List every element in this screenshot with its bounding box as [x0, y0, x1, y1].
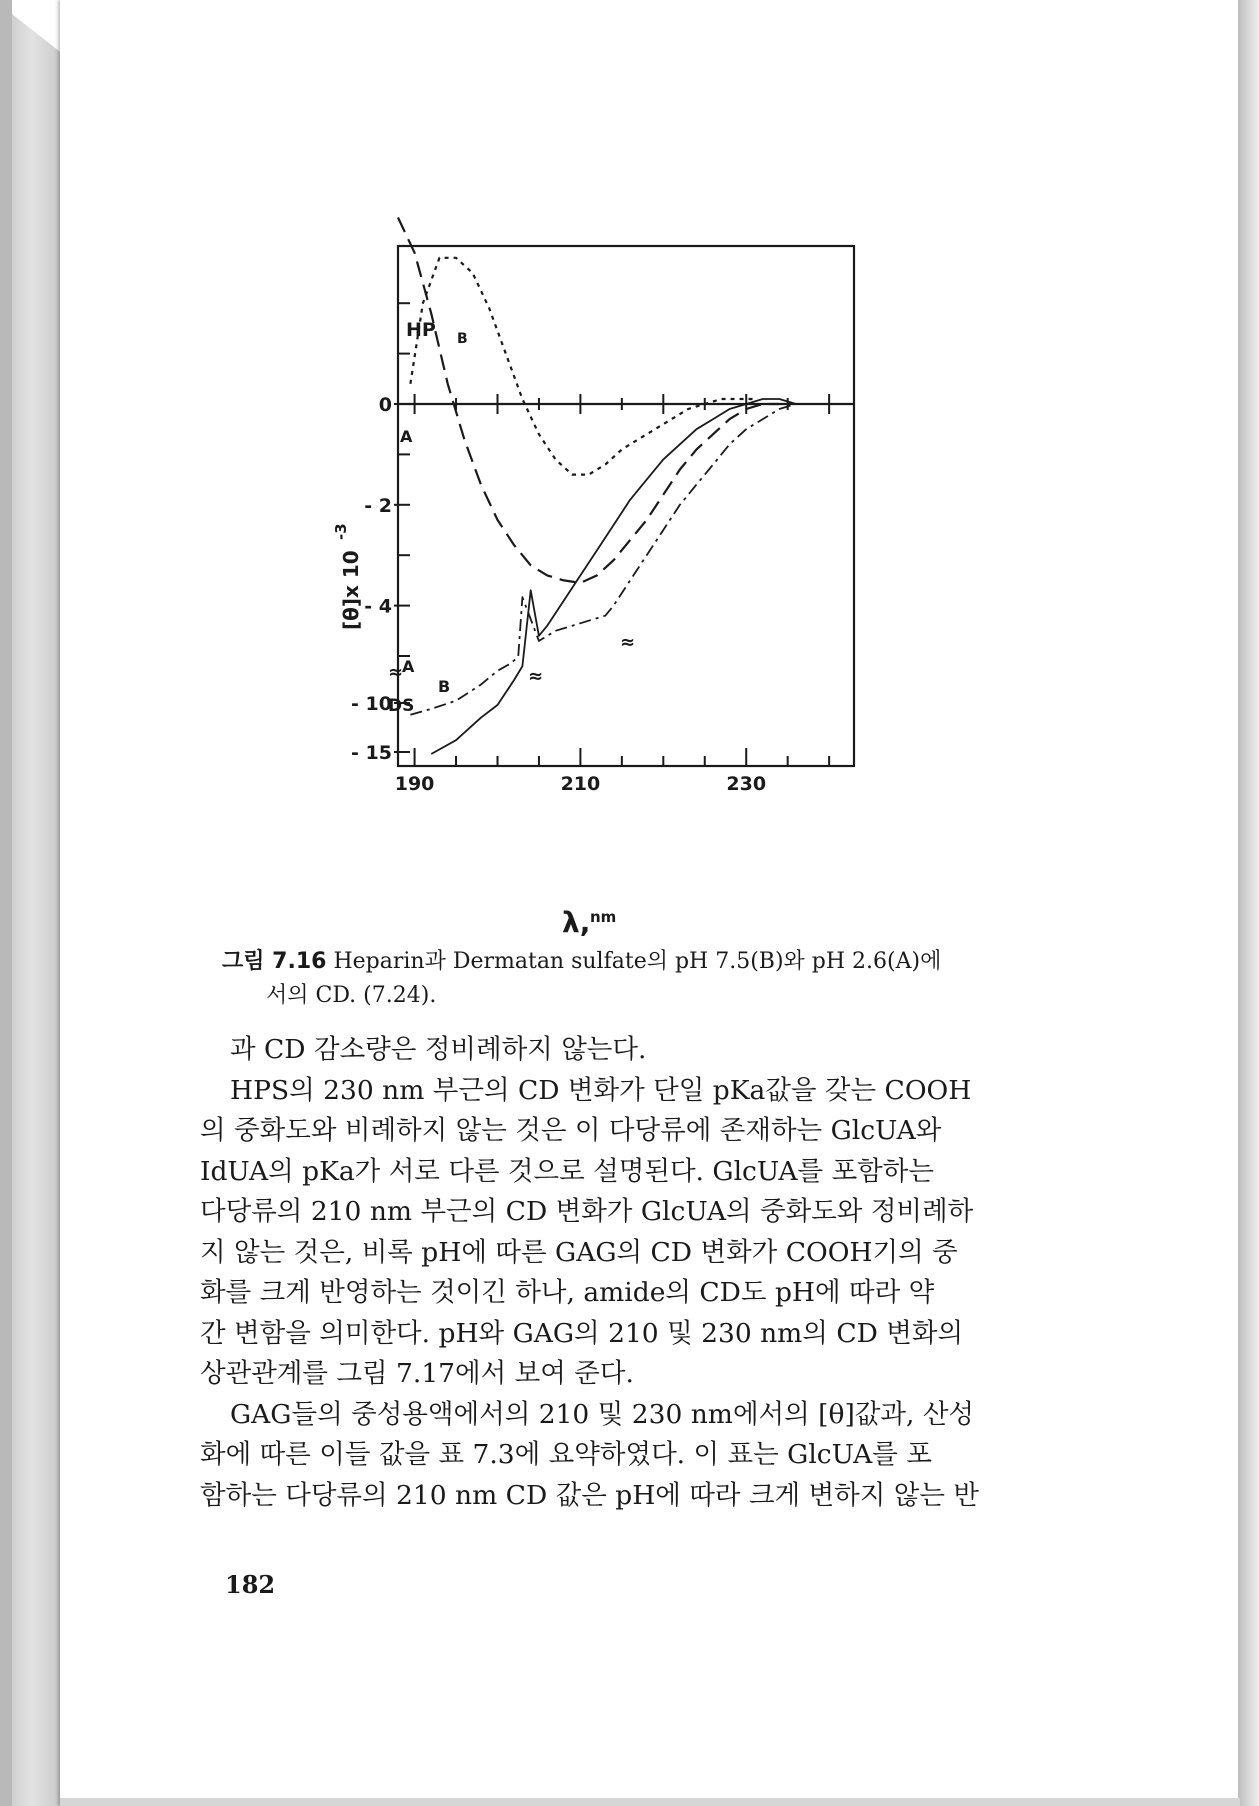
curve-label: HP [406, 319, 436, 341]
body-line: 상관관계를 그림 7.17에서 보여 준다. [200, 1358, 634, 1389]
y-tick-label: - 10 [351, 693, 392, 715]
x-axis-unit: nm [590, 908, 617, 926]
body-line: 의 중화도와 비례하지 않는 것은 이 다당류에 존재하는 GlcUA와 [200, 1115, 942, 1146]
body-line: 다당류의 210 nm 부근의 CD 변화가 GlcUA의 중화도와 정비례하 [200, 1196, 974, 1227]
axis-break-mark: ≈ [388, 662, 404, 683]
curve-label: B [457, 331, 468, 347]
y-tick-label: - 2 [364, 494, 392, 517]
x-tick-label: 190 [394, 773, 435, 795]
body-line: 간 변함을 의미한다. pH와 GAG의 210 및 230 nm의 CD 변화의 [200, 1317, 964, 1349]
body-line: IdUA의 pKa가 서로 다른 것으로 설명된다. GlcUA를 포함하는 [200, 1155, 934, 1187]
body-line: 함하는 다당류의 210 nm CD 값은 pH에 따라 크게 변하지 않는 반 [200, 1479, 980, 1511]
figure-caption [222, 945, 1062, 1013]
page-number: 182 [225, 1570, 276, 1599]
body-line: 지 않는 것은, 비록 pH에 따른 GAG의 CD 변화가 COOH기의 중 [200, 1236, 958, 1268]
book-side-edge [12, 14, 62, 1806]
body-line: 화를 크게 반영하는 것이긴 하나, amide의 CD도 pH에 따라 약 [200, 1277, 935, 1308]
curve-label: A [400, 427, 413, 446]
page-bottom-edge [60, 1798, 1240, 1806]
cd-spectrum-figure [332, 230, 900, 950]
axis-break-mark: ≈ [620, 632, 636, 653]
y-axis-exponent: -3 [332, 523, 350, 540]
curve-label: A [402, 657, 415, 676]
y-axis-label: [θ]x 10 [339, 550, 363, 630]
caption-label: 그림 7.16 [222, 949, 327, 974]
chart-ticks [351, 303, 829, 795]
body-line: 화에 따른 이들 값을 표 7.3에 요약하였다. 이 표는 GlcUA를 포 [200, 1439, 932, 1470]
y-tick-label: - 4 [364, 595, 392, 618]
axis-break-mark: ≈ [528, 666, 544, 687]
x-tick-label: 230 [726, 773, 767, 795]
curve-label: B [438, 677, 451, 696]
y-tick-label: - 15 [351, 742, 392, 764]
caption-line-2: 서의 CD. (7.24). [266, 983, 437, 1008]
series-line-hp-b [410, 258, 754, 475]
body-line: 과 CD 감소량은 정비례하지 않는다. [230, 1034, 647, 1065]
body-line: HPS의 230 nm 부근의 CD 변화가 단일 pKa값을 갖는 COOH [230, 1074, 972, 1106]
chart-curves [398, 218, 829, 755]
cd-spectrum-chart [332, 230, 900, 950]
y-tick-label: 0 [378, 394, 392, 416]
x-tick-label: 210 [560, 773, 601, 795]
body-line: GAG들의 중성용액에서의 210 및 230 nm에서의 [θ]값과, 산성 [230, 1398, 975, 1430]
page-right-edge [1238, 0, 1259, 1806]
body-text [200, 1030, 1050, 1516]
caption-line-1: Heparin과 Dermatan sulfate의 pH 7.5(B)와 pH 2.6(A)에 [333, 949, 942, 974]
curve-label: DS [388, 696, 415, 716]
x-axis-label: λ, [562, 906, 591, 939]
series-line-ds-b [431, 399, 829, 754]
book-spine [0, 0, 12, 1806]
